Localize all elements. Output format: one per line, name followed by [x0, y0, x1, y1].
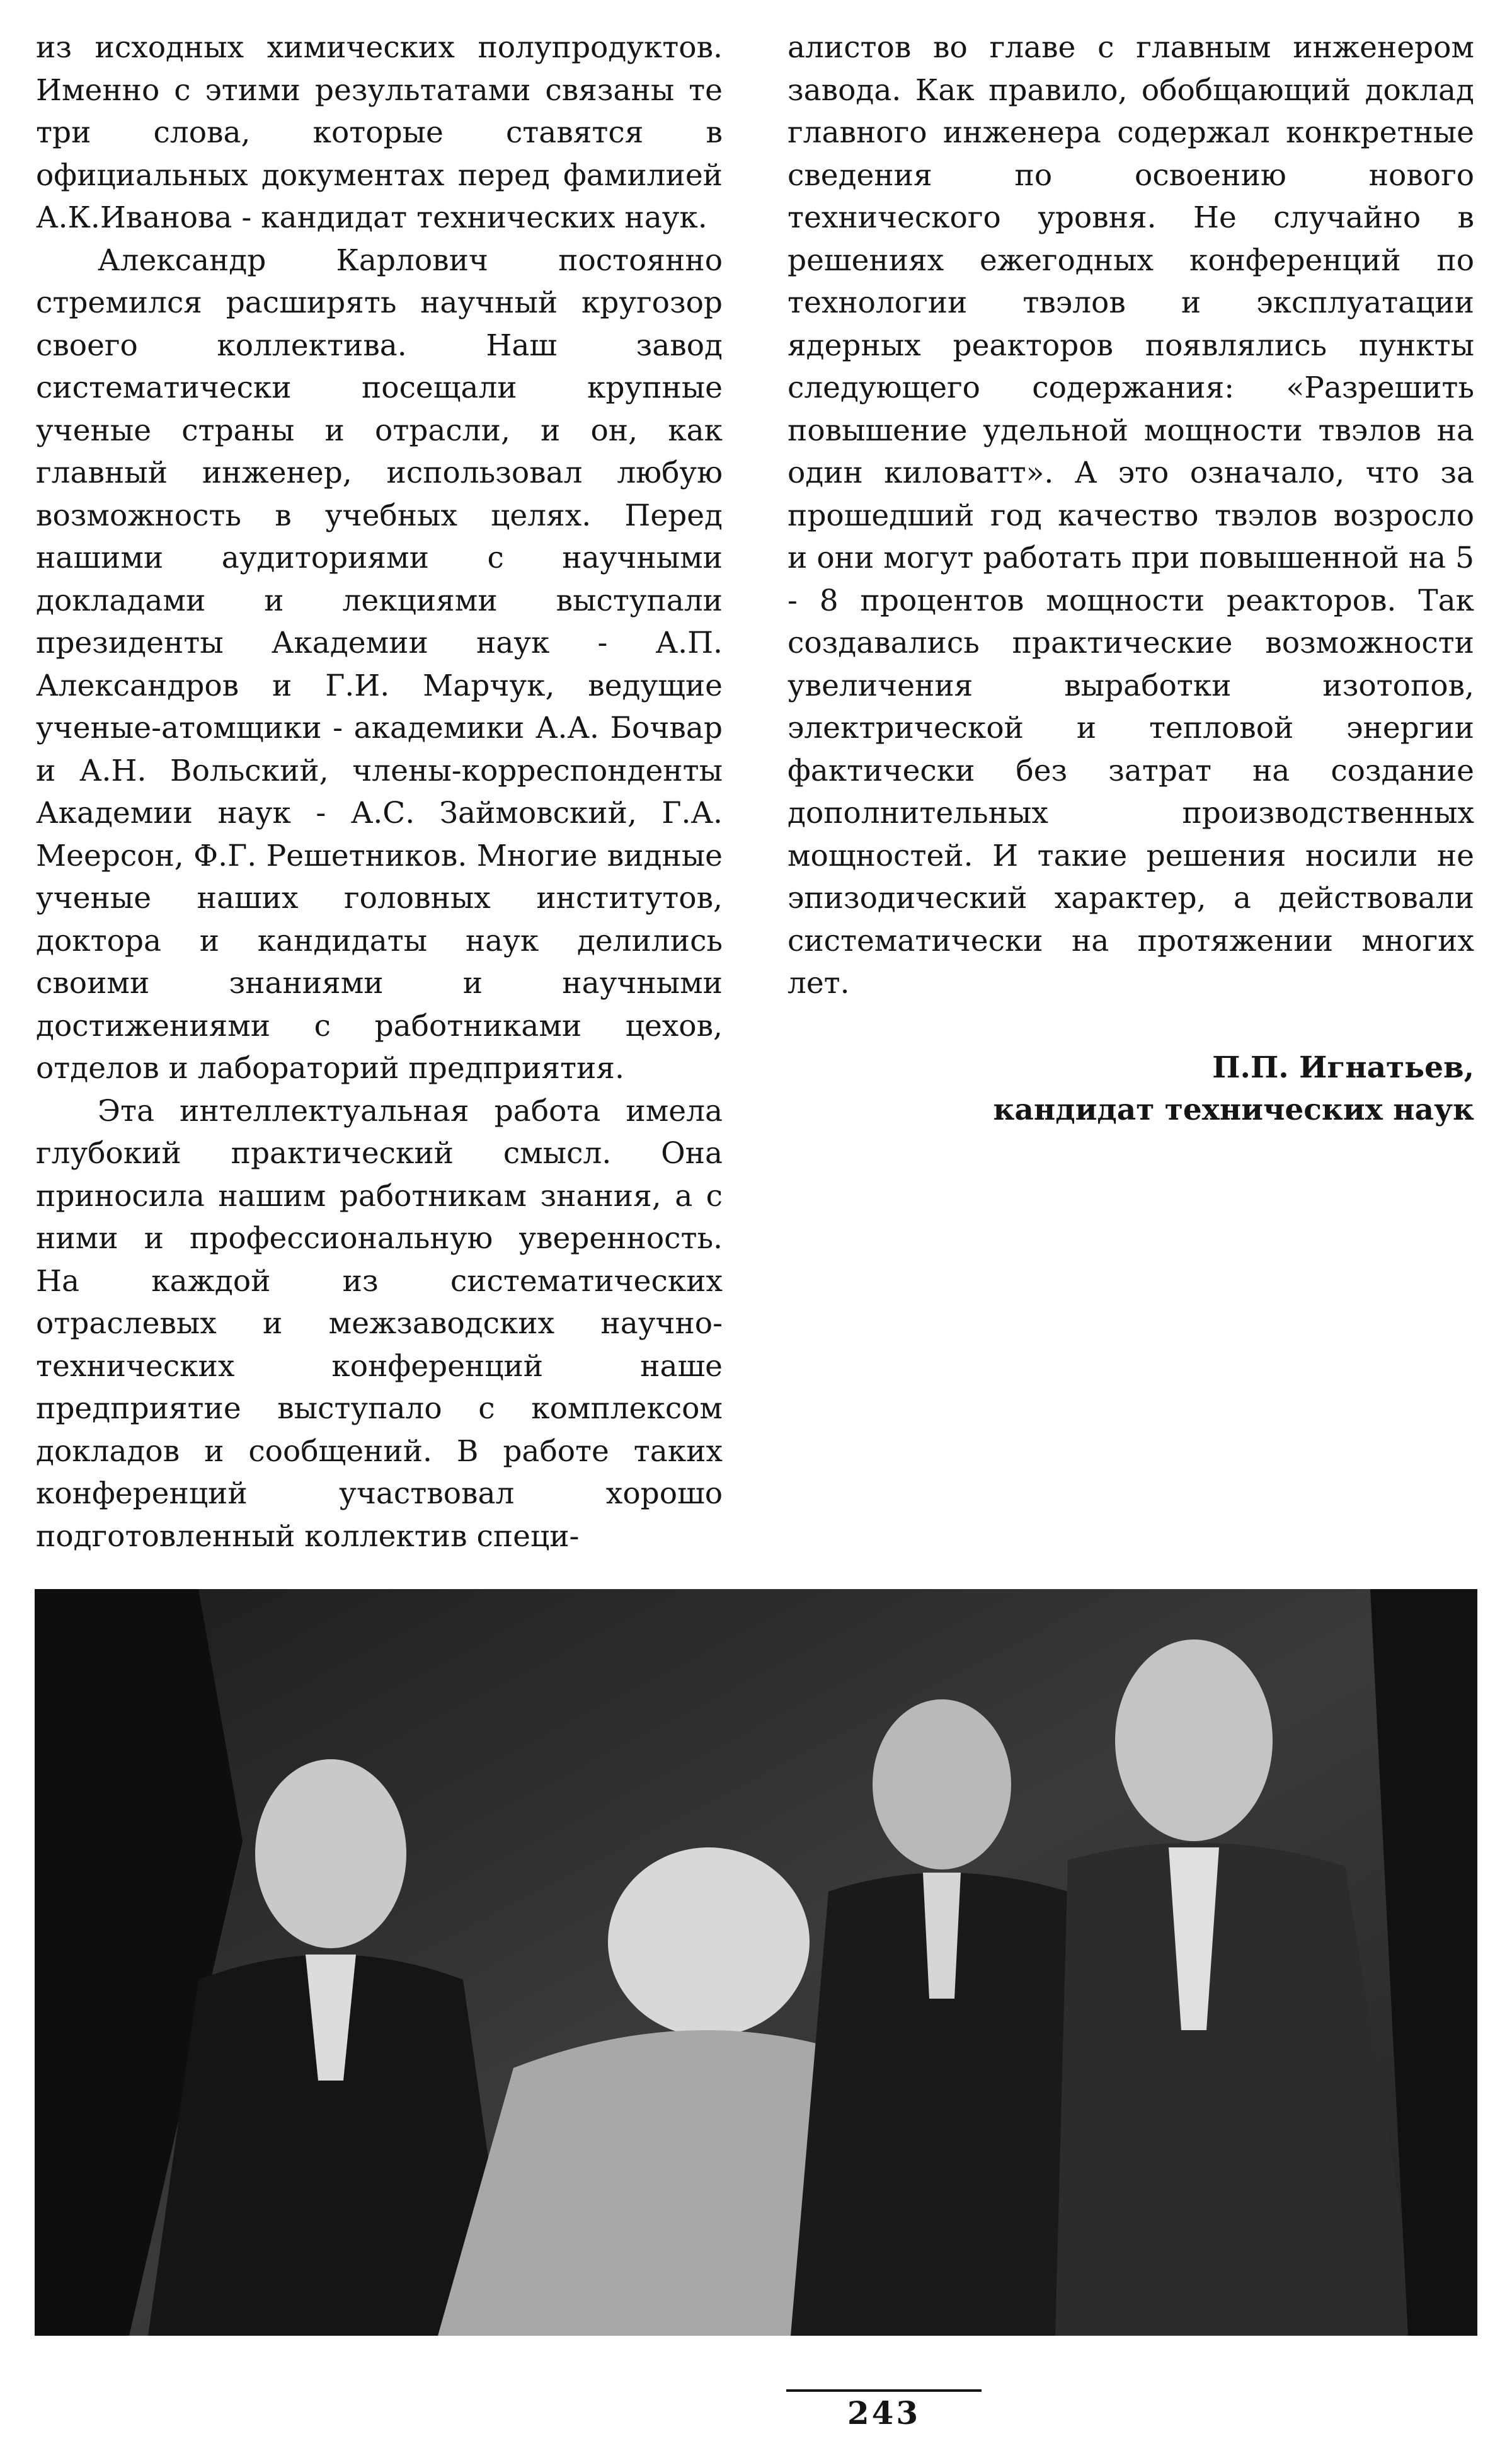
author-name: П.П. Игнатьев,: [1212, 1050, 1474, 1085]
photograph: [35, 1589, 1477, 2336]
paragraph: Александр Карлович постоянно стремился расширять научный кругозор своего коллектива. Наш завод систематически посещали крупные ученые страны и отрасли, и он, как главный инженер, использовал любую возможность в учебных целях. Перед нашими аудиториями с научными докладами и лекциями выступали президенты Академии наук - А.П. Александров и Г.И. Марчук, ведущие ученые-атомщики - академики А.А. Бочвар и А.Н. Вольский, члены-корреспонденты Академии наук - А.С. Займовский, Г.А. Меерсон, Ф.Г. Решетников. Многие видные ученые наших головных институтов, доктора и кандидаты наук делились своими знаниями и научными достижениями с работниками цехов, отделов и лабораторий предприятия.: [36, 243, 723, 1086]
photo-illustration: [35, 1589, 1477, 2336]
paragraph: алистов во главе с главным инженером завода. Как правило, обобщающий доклад главного инженера содержал конкретные сведения по освоению нового технического уровня. Не случайно в решениях ежегодных конференций по технологии твэлов и эксплуатации ядерных реакторов появлялись пункты следующего содержания: «Разрешить повышение удельной мощности твэлов на один киловатт». А это означало, что за прошедший год качество твэлов возросло и они могут работать при повышенной на 5 - 8 процентов мощности реакторов. Так создавались практические возможности увеличения выработки изотопов, электрической и тепловой энергии фактически без затрат на создание дополнительных производственных мощностей. И такие решения носили не эпизодический характер, а действовали систематически на протяжении многих лет.: [788, 30, 1474, 1001]
paragraph: Эта интеллектуальная работа имела глубокий практический смысл. Она приносила нашим работникам знания, а с ними и профессиональную уверенность. На каждой из систематических отраслевых и межзаводских научно-технических конференций наше предприятие выступало с комплексом докладов и сообщений. В работе таких конференций участвовал хорошо подготовленный коллектив специ-: [36, 1093, 723, 1554]
paragraph: из исходных химических полупродуктов. Именно с этими результатами связаны те три слова, которые ставятся в официальных документах перед фамилией А.К.Иванова - кандидат технических наук.: [36, 30, 723, 235]
right-column: [788, 26, 1474, 1132]
author-title: кандидат технических наук: [993, 1093, 1474, 1127]
author-signature: [788, 1047, 1474, 1132]
page-number-rule: [786, 2389, 982, 2392]
page-number: 243: [847, 2394, 921, 2432]
left-column: [36, 26, 723, 1558]
